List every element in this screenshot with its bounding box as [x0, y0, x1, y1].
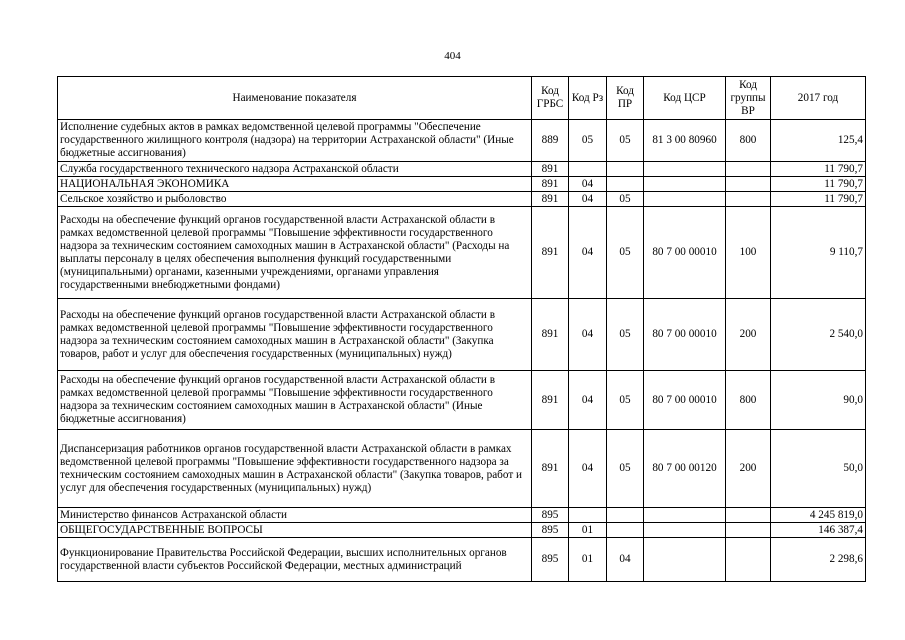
- row-amount: 125,4: [771, 120, 866, 162]
- row-rz: 04: [569, 371, 607, 430]
- row-pr: 04: [607, 538, 644, 582]
- row-pr: 05: [607, 299, 644, 371]
- row-name: Функционирование Правительства Российской Федерации, высших исполнительных органов государственной власти субъектов Российской Федерации, местных администраций: [58, 538, 532, 582]
- row-grbs: 895: [532, 523, 569, 538]
- row-vr: [726, 177, 771, 192]
- table-row: [58, 120, 866, 162]
- table-row: [58, 299, 866, 371]
- row-pr: 05: [607, 192, 644, 207]
- row-csr: [644, 508, 726, 523]
- header-csr: Код ЦСР: [644, 77, 726, 120]
- row-name: Расходы на обеспечение функций органов государственной власти Астраханской области в рамках ведомственной целевой программы "Повышение эффективности государственного надзора за техническим состоянием самоходных машин в Астраханской области" (Закупка товаров, работ и услуг для обеспечения государственных (муниципальных) нужд): [58, 299, 532, 371]
- row-csr: 80 7 00 00120: [644, 430, 726, 508]
- table-header-row: [58, 77, 866, 120]
- table-row: [58, 192, 866, 207]
- row-amount: 2 540,0: [771, 299, 866, 371]
- table-row: [58, 207, 866, 299]
- header-rz: Код Рз: [569, 77, 607, 120]
- row-grbs: 889: [532, 120, 569, 162]
- row-pr: 05: [607, 207, 644, 299]
- row-rz: [569, 508, 607, 523]
- header-year: 2017 год: [771, 77, 866, 120]
- row-csr: 80 7 00 00010: [644, 207, 726, 299]
- table-row: [58, 523, 866, 538]
- row-grbs: 895: [532, 538, 569, 582]
- row-amount: 146 387,4: [771, 523, 866, 538]
- row-vr: [726, 508, 771, 523]
- row-grbs: 891: [532, 299, 569, 371]
- row-csr: 80 7 00 00010: [644, 299, 726, 371]
- row-amount: 4 245 819,0: [771, 508, 866, 523]
- table-row: [58, 162, 866, 177]
- header-grbs: Код ГРБС: [532, 77, 569, 120]
- table-row: [58, 371, 866, 430]
- row-rz: 01: [569, 538, 607, 582]
- row-grbs: 891: [532, 177, 569, 192]
- row-amount: 90,0: [771, 371, 866, 430]
- row-amount: 11 790,7: [771, 162, 866, 177]
- row-name: ОБЩЕГОСУДАРСТВЕННЫЕ ВОПРОСЫ: [58, 523, 532, 538]
- row-vr: [726, 162, 771, 177]
- row-name: Служба государственного технического надзора Астраханской области: [58, 162, 532, 177]
- row-rz: 04: [569, 299, 607, 371]
- row-name: НАЦИОНАЛЬНАЯ ЭКОНОМИКА: [58, 177, 532, 192]
- row-rz: 01: [569, 523, 607, 538]
- table-row: [58, 430, 866, 508]
- page-number: 404: [444, 50, 461, 62]
- header-vr: Код группы ВР: [726, 77, 771, 120]
- row-grbs: 891: [532, 162, 569, 177]
- row-pr: [607, 523, 644, 538]
- row-name: Министерство финансов Астраханской области: [58, 508, 532, 523]
- row-vr: 200: [726, 430, 771, 508]
- row-csr: [644, 523, 726, 538]
- row-pr: [607, 177, 644, 192]
- row-amount: 11 790,7: [771, 177, 866, 192]
- row-grbs: 891: [532, 207, 569, 299]
- row-csr: [644, 192, 726, 207]
- row-vr: [726, 192, 771, 207]
- row-amount: 11 790,7: [771, 192, 866, 207]
- row-csr: [644, 538, 726, 582]
- row-grbs: 891: [532, 192, 569, 207]
- row-amount: 50,0: [771, 430, 866, 508]
- row-grbs: 891: [532, 430, 569, 508]
- row-csr: [644, 177, 726, 192]
- row-name: Диспансеризация работников органов государственной власти Астраханской области в рамках ведомственной целевой программы "Повышение эффективности государственного надзора за техническим состоянием самоходных машин в Астраханской области" (Закупка товаров, работ и услуг для обеспечения государственных (муниципальных) нужд): [58, 430, 532, 508]
- row-csr: 81 3 00 80960: [644, 120, 726, 162]
- row-amount: 2 298,6: [771, 538, 866, 582]
- row-vr: 200: [726, 299, 771, 371]
- row-rz: 04: [569, 207, 607, 299]
- row-rz: 04: [569, 430, 607, 508]
- row-vr: 800: [726, 120, 771, 162]
- row-csr: [644, 162, 726, 177]
- table-row: [58, 508, 866, 523]
- row-rz: [569, 162, 607, 177]
- header-pr: Код ПР: [607, 77, 644, 120]
- row-pr: 05: [607, 371, 644, 430]
- row-rz: 04: [569, 192, 607, 207]
- row-name: Исполнение судебных актов в рамках ведомственной целевой программы "Обеспечение государственного жилищного контроля (надзора) на территории Астраханской области" (Иные бюджетные ассигнования): [58, 120, 532, 162]
- row-vr: [726, 538, 771, 582]
- row-pr: [607, 508, 644, 523]
- row-csr: 80 7 00 00010: [644, 371, 726, 430]
- row-rz: 05: [569, 120, 607, 162]
- row-rz: 04: [569, 177, 607, 192]
- budget-table: [57, 76, 866, 582]
- row-amount: 9 110,7: [771, 207, 866, 299]
- row-grbs: 895: [532, 508, 569, 523]
- row-vr: 100: [726, 207, 771, 299]
- row-name: Расходы на обеспечение функций органов государственной власти Астраханской области в рамках ведомственной целевой программы "Повышение эффективности государственного надзора за техническим состоянием самоходных машин в Астраханской области" (Расходы на выплаты персоналу в целях обеспечения выполнения функций государственными (муниципальными) органами, казенными учреждениями, органами управления государственными внебюджетными фондами): [58, 207, 532, 299]
- row-pr: 05: [607, 430, 644, 508]
- table-row: [58, 177, 866, 192]
- row-pr: 05: [607, 120, 644, 162]
- row-vr: [726, 523, 771, 538]
- row-grbs: 891: [532, 371, 569, 430]
- row-pr: [607, 162, 644, 177]
- row-vr: 800: [726, 371, 771, 430]
- row-name: Расходы на обеспечение функций органов государственной власти Астраханской области в рамках ведомственной целевой программы "Повышение эффективности государственного надзора за техническим состоянием самоходных машин в Астраханской области" (Иные бюджетные ассигнования): [58, 371, 532, 430]
- table-row: [58, 538, 866, 582]
- header-name: Наименование показателя: [58, 77, 532, 120]
- row-name: Сельское хозяйство и рыболовство: [58, 192, 532, 207]
